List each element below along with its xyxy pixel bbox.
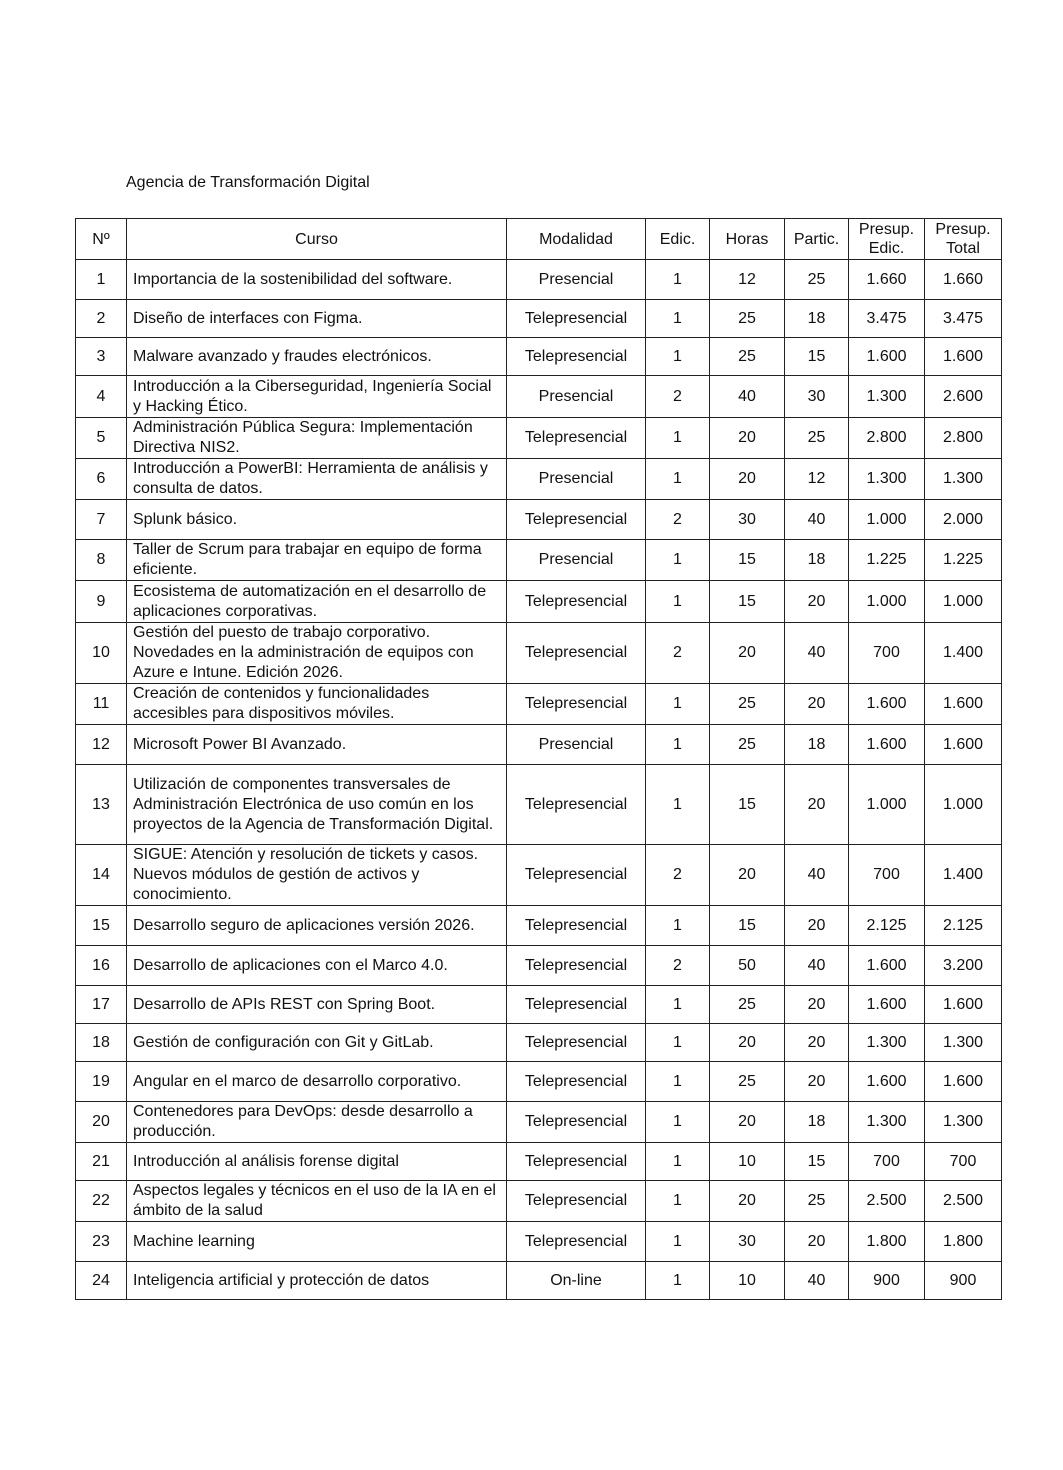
cell-presup-edic: 1.300 [849, 1102, 925, 1143]
cell-presup-edic: 1.600 [849, 684, 925, 725]
cell-curso: Introducción a la Ciberseguridad, Ingeniería Social y Hacking Ético. [127, 376, 507, 418]
cell-modalidad: Telepresencial [507, 1143, 646, 1181]
header-presup-total-line2: Total [946, 240, 980, 257]
cell-presup-total: 1.000 [925, 581, 1002, 623]
cell-presup-total: 1.400 [925, 623, 1002, 684]
table-row [76, 623, 1002, 684]
cell-presup-edic: 1.000 [849, 500, 925, 540]
cell-presup-edic: 1.300 [849, 376, 925, 418]
cell-presup-edic: 1.660 [849, 260, 925, 300]
header-presup-total [925, 219, 1002, 260]
cell-curso: Introducción al análisis forense digital [127, 1143, 507, 1181]
cell-edic: 1 [646, 1181, 710, 1222]
cell-edic: 1 [646, 338, 710, 376]
cell-presup-edic: 2.125 [849, 906, 925, 946]
cell-curso: Inteligencia artificial y protección de datos [127, 1262, 507, 1300]
cell-num: 22 [76, 1181, 127, 1222]
cell-partic: 18 [785, 540, 849, 581]
cell-curso: Creación de contenidos y funcionalidades accesibles para dispositivos móviles. [127, 684, 507, 725]
cell-partic: 40 [785, 500, 849, 540]
cell-curso: Gestión del puesto de trabajo corporativo. Novedades en la administración de equipos con Azure e Intune. Edición 2026. [127, 623, 507, 684]
cell-horas: 20 [710, 845, 785, 906]
cell-curso: Importancia de la sostenibilidad del software. [127, 260, 507, 300]
cell-edic: 1 [646, 1222, 710, 1262]
cell-modalidad: Telepresencial [507, 300, 646, 338]
header-presup-edic-line1: Presup. [858, 221, 915, 238]
cell-presup-total: 1.000 [925, 765, 1002, 845]
cell-presup-edic: 1.225 [849, 540, 925, 581]
cell-edic: 1 [646, 260, 710, 300]
cell-modalidad: Telepresencial [507, 338, 646, 376]
cell-presup-edic: 2.800 [849, 418, 925, 459]
cell-edic: 2 [646, 623, 710, 684]
cell-modalidad: Telepresencial [507, 946, 646, 986]
cell-partic: 18 [785, 725, 849, 765]
cell-curso: Taller de Scrum para trabajar en equipo de forma eficiente. [127, 540, 507, 581]
cell-horas: 25 [710, 1062, 785, 1102]
cell-presup-total: 700 [925, 1143, 1002, 1181]
header-num: Nº [76, 219, 127, 260]
cell-num: 16 [76, 946, 127, 986]
cell-edic: 1 [646, 1262, 710, 1300]
cell-edic: 1 [646, 765, 710, 845]
cell-modalidad: Telepresencial [507, 581, 646, 623]
cell-partic: 40 [785, 845, 849, 906]
cell-presup-edic: 1.600 [849, 986, 925, 1024]
cell-edic: 2 [646, 376, 710, 418]
header-partic: Partic. [785, 219, 849, 260]
cell-num: 5 [76, 418, 127, 459]
courses-table [75, 218, 1002, 1300]
cell-presup-total: 1.600 [925, 684, 1002, 725]
cell-num: 10 [76, 623, 127, 684]
cell-curso: Machine learning [127, 1222, 507, 1262]
cell-horas: 15 [710, 765, 785, 845]
cell-modalidad: Telepresencial [507, 765, 646, 845]
cell-edic: 1 [646, 418, 710, 459]
cell-presup-total: 1.600 [925, 986, 1002, 1024]
cell-partic: 18 [785, 300, 849, 338]
cell-num: 4 [76, 376, 127, 418]
cell-horas: 15 [710, 540, 785, 581]
cell-partic: 20 [785, 1062, 849, 1102]
cell-modalidad: Presencial [507, 376, 646, 418]
cell-edic: 1 [646, 986, 710, 1024]
cell-partic: 20 [785, 1024, 849, 1062]
cell-edic: 1 [646, 459, 710, 500]
cell-presup-edic: 700 [849, 1143, 925, 1181]
cell-curso: Desarrollo de aplicaciones con el Marco 4.0. [127, 946, 507, 986]
cell-horas: 25 [710, 725, 785, 765]
cell-curso: Gestión de configuración con Git y GitLab. [127, 1024, 507, 1062]
cell-presup-total: 3.475 [925, 300, 1002, 338]
cell-presup-total: 2.000 [925, 500, 1002, 540]
cell-num: 11 [76, 684, 127, 725]
cell-edic: 2 [646, 845, 710, 906]
cell-horas: 12 [710, 260, 785, 300]
cell-presup-total: 1.600 [925, 1062, 1002, 1102]
table-row [76, 684, 1002, 725]
cell-curso: Aspectos legales y técnicos en el uso de la IA en el ámbito de la salud [127, 1181, 507, 1222]
cell-num: 7 [76, 500, 127, 540]
cell-num: 8 [76, 540, 127, 581]
cell-curso: Utilización de componentes transversales de Administración Electrónica de uso común en los proyectos de la Agencia de Transformación Digital. [127, 765, 507, 845]
cell-partic: 18 [785, 1102, 849, 1143]
cell-num: 13 [76, 765, 127, 845]
table-row [76, 986, 1002, 1024]
cell-partic: 25 [785, 260, 849, 300]
cell-partic: 40 [785, 946, 849, 986]
header-presup-edic [849, 219, 925, 260]
cell-partic: 15 [785, 1143, 849, 1181]
cell-edic: 1 [646, 1062, 710, 1102]
cell-presup-total: 1.300 [925, 1024, 1002, 1062]
cell-partic: 20 [785, 986, 849, 1024]
cell-presup-edic: 2.500 [849, 1181, 925, 1222]
cell-presup-edic: 1.300 [849, 1024, 925, 1062]
cell-presup-edic: 1.300 [849, 459, 925, 500]
header-horas: Horas [710, 219, 785, 260]
cell-modalidad: Telepresencial [507, 1024, 646, 1062]
cell-num: 23 [76, 1222, 127, 1262]
cell-curso: Angular en el marco de desarrollo corporativo. [127, 1062, 507, 1102]
table-row [76, 725, 1002, 765]
table-row [76, 1143, 1002, 1181]
cell-modalidad: Telepresencial [507, 623, 646, 684]
table-row [76, 540, 1002, 581]
cell-horas: 15 [710, 906, 785, 946]
header-edic: Edic. [646, 219, 710, 260]
cell-edic: 1 [646, 906, 710, 946]
cell-presup-total: 2.600 [925, 376, 1002, 418]
cell-horas: 25 [710, 986, 785, 1024]
cell-presup-edic: 700 [849, 845, 925, 906]
cell-partic: 20 [785, 1222, 849, 1262]
cell-presup-total: 2.125 [925, 906, 1002, 946]
cell-curso: Desarrollo de APIs REST con Spring Boot. [127, 986, 507, 1024]
cell-presup-total: 900 [925, 1262, 1002, 1300]
cell-modalidad: Presencial [507, 725, 646, 765]
cell-num: 24 [76, 1262, 127, 1300]
cell-edic: 1 [646, 1143, 710, 1181]
cell-num: 17 [76, 986, 127, 1024]
cell-modalidad: Telepresencial [507, 1222, 646, 1262]
cell-horas: 50 [710, 946, 785, 986]
cell-partic: 20 [785, 906, 849, 946]
cell-partic: 25 [785, 418, 849, 459]
cell-num: 14 [76, 845, 127, 906]
cell-curso: Diseño de interfaces con Figma. [127, 300, 507, 338]
cell-curso: Ecosistema de automatización en el desarrollo de aplicaciones corporativas. [127, 581, 507, 623]
cell-curso: Malware avanzado y fraudes electrónicos. [127, 338, 507, 376]
cell-modalidad: Telepresencial [507, 684, 646, 725]
table-row [76, 260, 1002, 300]
cell-partic: 40 [785, 623, 849, 684]
table-row [76, 1062, 1002, 1102]
cell-presup-total: 1.600 [925, 338, 1002, 376]
cell-horas: 25 [710, 684, 785, 725]
cell-horas: 20 [710, 623, 785, 684]
cell-horas: 25 [710, 300, 785, 338]
cell-horas: 30 [710, 500, 785, 540]
cell-partic: 12 [785, 459, 849, 500]
document-title: Agencia de Transformación Digital [126, 174, 370, 191]
cell-edic: 1 [646, 300, 710, 338]
cell-partic: 30 [785, 376, 849, 418]
cell-modalidad: Telepresencial [507, 500, 646, 540]
cell-curso: Contenedores para DevOps: desde desarrollo a producción. [127, 1102, 507, 1143]
cell-num: 9 [76, 581, 127, 623]
cell-curso: Microsoft Power BI Avanzado. [127, 725, 507, 765]
cell-num: 12 [76, 725, 127, 765]
cell-edic: 2 [646, 946, 710, 986]
cell-presup-edic: 1.600 [849, 338, 925, 376]
table-row [76, 459, 1002, 500]
cell-presup-edic: 1.000 [849, 765, 925, 845]
cell-curso: Splunk básico. [127, 500, 507, 540]
cell-modalidad: Telepresencial [507, 845, 646, 906]
cell-horas: 10 [710, 1262, 785, 1300]
table-row [76, 1181, 1002, 1222]
cell-edic: 1 [646, 1102, 710, 1143]
cell-num: 15 [76, 906, 127, 946]
header-curso: Curso [127, 219, 507, 260]
cell-edic: 2 [646, 500, 710, 540]
cell-num: 1 [76, 260, 127, 300]
cell-num: 18 [76, 1024, 127, 1062]
cell-horas: 10 [710, 1143, 785, 1181]
table-row [76, 300, 1002, 338]
table-row [76, 418, 1002, 459]
cell-horas: 25 [710, 338, 785, 376]
table-row [76, 1102, 1002, 1143]
cell-presup-edic: 3.475 [849, 300, 925, 338]
cell-presup-total: 3.200 [925, 946, 1002, 986]
cell-num: 21 [76, 1143, 127, 1181]
cell-presup-total: 2.800 [925, 418, 1002, 459]
cell-presup-edic: 1.600 [849, 946, 925, 986]
table-row [76, 1024, 1002, 1062]
cell-horas: 40 [710, 376, 785, 418]
table-row [76, 765, 1002, 845]
cell-partic: 25 [785, 1181, 849, 1222]
cell-presup-edic: 1.600 [849, 725, 925, 765]
cell-partic: 20 [785, 684, 849, 725]
table-row [76, 906, 1002, 946]
cell-horas: 20 [710, 1102, 785, 1143]
cell-edic: 1 [646, 725, 710, 765]
cell-presup-total: 1.600 [925, 725, 1002, 765]
cell-modalidad: On-line [507, 1262, 646, 1300]
cell-horas: 20 [710, 1024, 785, 1062]
cell-modalidad: Telepresencial [507, 1062, 646, 1102]
table-row [76, 376, 1002, 418]
cell-presup-total: 1.800 [925, 1222, 1002, 1262]
cell-presup-total: 1.300 [925, 459, 1002, 500]
cell-modalidad: Telepresencial [507, 418, 646, 459]
cell-num: 6 [76, 459, 127, 500]
cell-modalidad: Presencial [507, 540, 646, 581]
table-row [76, 1222, 1002, 1262]
cell-modalidad: Telepresencial [507, 1102, 646, 1143]
table-row [76, 946, 1002, 986]
cell-edic: 1 [646, 540, 710, 581]
cell-horas: 20 [710, 418, 785, 459]
cell-presup-edic: 1.000 [849, 581, 925, 623]
cell-edic: 1 [646, 581, 710, 623]
cell-curso: Administración Pública Segura: Implementación Directiva NIS2. [127, 418, 507, 459]
header-modalidad: Modalidad [507, 219, 646, 260]
cell-horas: 15 [710, 581, 785, 623]
cell-modalidad: Telepresencial [507, 906, 646, 946]
cell-presup-total: 1.225 [925, 540, 1002, 581]
cell-presup-total: 2.500 [925, 1181, 1002, 1222]
cell-num: 19 [76, 1062, 127, 1102]
table-row [76, 500, 1002, 540]
cell-horas: 20 [710, 1181, 785, 1222]
cell-horas: 20 [710, 459, 785, 500]
cell-partic: 20 [785, 765, 849, 845]
cell-presup-edic: 700 [849, 623, 925, 684]
cell-curso: Introducción a PowerBI: Herramienta de análisis y consulta de datos. [127, 459, 507, 500]
cell-curso: SIGUE: Atención y resolución de tickets y casos. Nuevos módulos de gestión de activos y conocimiento. [127, 845, 507, 906]
cell-modalidad: Presencial [507, 459, 646, 500]
cell-edic: 1 [646, 1024, 710, 1062]
table-row [76, 1262, 1002, 1300]
table-header-row [76, 219, 1002, 260]
cell-curso: Desarrollo seguro de aplicaciones versión 2026. [127, 906, 507, 946]
cell-modalidad: Telepresencial [507, 986, 646, 1024]
header-presup-edic-line2: Edic. [868, 240, 905, 257]
table-row [76, 845, 1002, 906]
cell-presup-edic: 1.800 [849, 1222, 925, 1262]
cell-horas: 30 [710, 1222, 785, 1262]
cell-presup-total: 1.660 [925, 260, 1002, 300]
cell-num: 3 [76, 338, 127, 376]
cell-partic: 15 [785, 338, 849, 376]
cell-presup-edic: 1.600 [849, 1062, 925, 1102]
cell-num: 2 [76, 300, 127, 338]
cell-num: 20 [76, 1102, 127, 1143]
header-presup-total-line1: Presup. [935, 221, 991, 238]
cell-edic: 1 [646, 684, 710, 725]
cell-partic: 40 [785, 1262, 849, 1300]
cell-presup-edic: 900 [849, 1262, 925, 1300]
cell-presup-total: 1.300 [925, 1102, 1002, 1143]
cell-modalidad: Telepresencial [507, 1181, 646, 1222]
cell-presup-total: 1.400 [925, 845, 1002, 906]
cell-partic: 20 [785, 581, 849, 623]
table-row [76, 338, 1002, 376]
table-row [76, 581, 1002, 623]
cell-modalidad: Presencial [507, 260, 646, 300]
